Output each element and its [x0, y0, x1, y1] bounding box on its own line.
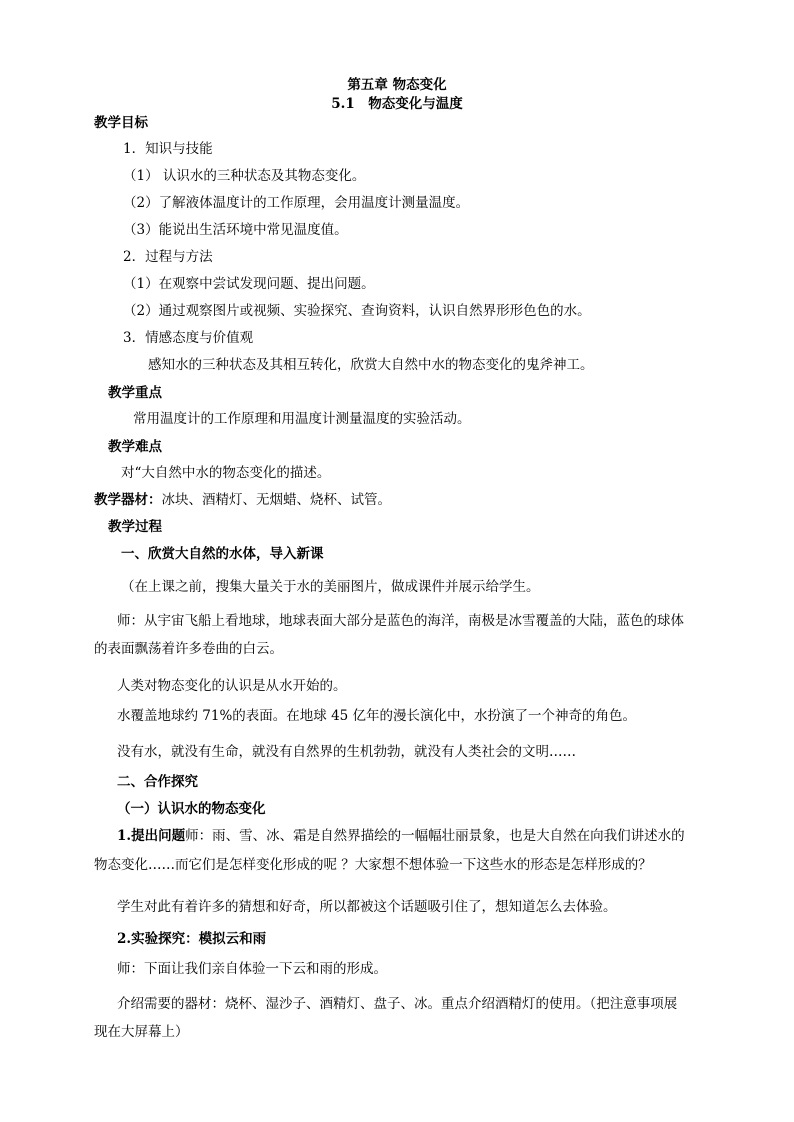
goal-process: 2．过程与方法	[123, 249, 213, 265]
chapter-title: 第五章 物态变化	[347, 77, 447, 93]
key-heading: 教学重点	[108, 385, 162, 401]
paragraph: 师：下面让我们亲自体验一下云和雨的形成。	[117, 961, 387, 977]
paragraph: 介绍需要的器材：烧杯、湿沙子、酒精灯、盘子、冰。重点介绍酒精灯的使用。（把注意事项展	[117, 996, 678, 1012]
equipment-text: 冰块、酒精灯、无烟蜡、烧杯、试管。	[161, 492, 391, 508]
equipment-line	[94, 491, 391, 509]
paragraph: 的表面飘荡着许多卷曲的白云。	[94, 641, 283, 657]
equipment-label: 教学器材：	[94, 492, 162, 508]
goal-knowledge-item: （2）了解液体温度计的工作原理，会用温度计测量温度。	[123, 195, 470, 211]
paragraph: 学生对此有着许多的猜想和好奇，所以都被这个话题吸引住了，想知道怎么去体验。	[117, 899, 617, 915]
question-label: 1.提出问题	[117, 828, 186, 844]
paragraph: 师：从宇宙飞船上看地球，地球表面大部分是蓝色的海洋，南极是冰雪覆盖的大陆，蓝色的球体	[117, 613, 684, 629]
key-text: 常用温度计的工作原理和用温度计测量温度的实验活动。	[133, 411, 471, 427]
goal-knowledge-item: （3）能说出生活环境中常见温度值。	[123, 222, 348, 238]
difficulty-text: 对“大自然中水的物态变化的描述。	[121, 465, 331, 481]
paragraph: 没有水，就没有生命，就没有自然界的生机勃勃，就没有人类社会的文明……	[117, 744, 576, 760]
goal-attitude: 3．情感态度与价值观	[123, 330, 254, 346]
question-line	[117, 827, 685, 845]
paragraph: （在上课之前，搜集大量关于水的美丽图片，做成课件并展示给学生。	[121, 579, 540, 595]
paragraph: 物态变化……而它们是怎样变化形成的呢 ？大家想不想体验一下这些水的形态是怎样形成的？	[94, 857, 652, 873]
paragraph: 人类对物态变化的认识是从水开始的。	[117, 678, 347, 694]
section-title: 5.1 物态变化与温度	[331, 96, 463, 112]
goals-heading: 教学目标	[94, 115, 148, 131]
goal-knowledge: 1．知识与技能	[123, 141, 213, 157]
experiment-heading: 2.实验探究：模拟云和雨	[117, 931, 267, 947]
goal-knowledge-item: （1） 认识水的三种状态及其物态变化。	[123, 168, 366, 184]
part1-heading: 一、欣赏大自然的水体，导入新课	[121, 546, 324, 562]
part2-subheading: （一）认识水的物态变化	[117, 801, 266, 817]
question-text: 师：雨、雪、冰、霜是自然界描绘的一幅幅壮丽景象，也是大自然在向我们讲述水的	[185, 828, 685, 844]
process-heading: 教学过程	[108, 519, 162, 535]
difficulty-heading: 教学难点	[108, 439, 162, 455]
part2-heading: 二、合作探究	[117, 774, 198, 790]
goal-process-item: （1）在观察中尝试发现问题、提出问题。	[123, 276, 375, 292]
paragraph: 水覆盖地球约 71%的表面。在地球 45 亿年的漫长演化中，水扮演了一个神奇的角色。	[117, 708, 637, 724]
paragraph: 现在大屏幕上）	[94, 1024, 189, 1040]
goal-process-item: （2）通过观察图片或视频、实验探究、查询资料，认识自然界形形色色的水。	[123, 303, 591, 319]
goal-attitude-text: 感知水的三种状态及其相互转化，欣赏大自然中水的物态变化的鬼斧神工。	[148, 357, 594, 373]
